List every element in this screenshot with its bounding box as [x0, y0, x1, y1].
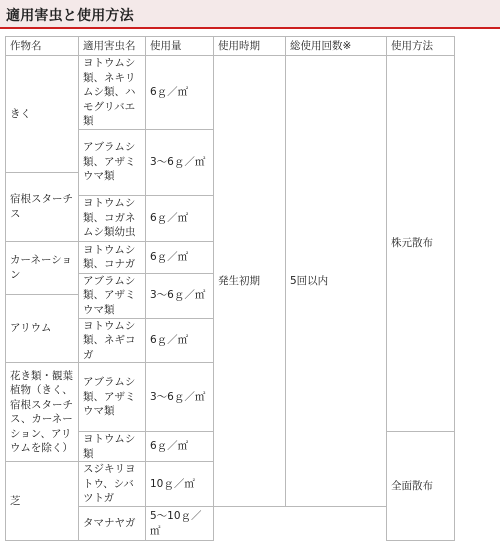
header-method: 使用方法 — [387, 37, 455, 56]
amount-cell: 6ｇ／㎡ — [146, 432, 214, 462]
amount-cell: 3～6ｇ／㎡ — [146, 273, 214, 318]
crop-cell: 花き類・観葉植物（きく、宿根スターチス、カーネーション、アリウムを除く） — [6, 363, 79, 462]
header-amount: 使用量 — [146, 37, 214, 56]
crop-cell: きく — [6, 56, 79, 173]
pest-cell: アブラムシ類、アザミウマ類 — [79, 363, 146, 432]
amount-cell: 6ｇ／㎡ — [146, 318, 214, 363]
crop-cell: 宿根スターチス — [6, 172, 79, 241]
crop-cell: カーネーション — [6, 241, 79, 294]
pest-cell: スジキリヨトウ、シバツトガ — [79, 462, 146, 507]
amount-cell: 5～10ｇ／㎡ — [146, 507, 214, 541]
application-table — [5, 36, 455, 541]
pest-cell: ヨトウムシ類、ネキリムシ類、ハモグリバエ類 — [79, 56, 146, 130]
pest-cell: ヨトウムシ類 — [79, 432, 146, 462]
header-pest: 適用害虫名 — [79, 37, 146, 56]
pest-cell: アブラムシ類、アザミウマ類 — [79, 129, 146, 195]
amount-cell: 6ｇ／㎡ — [146, 195, 214, 241]
pest-cell: ヨトウムシ類、コガネムシ類幼虫 — [79, 195, 146, 241]
pest-cell: アブラムシ類、アザミウマ類 — [79, 273, 146, 318]
pest-cell: タマナヤガ — [79, 507, 146, 541]
header-timing: 使用時期 — [214, 37, 286, 56]
amount-cell: 3～6ｇ／㎡ — [146, 363, 214, 432]
amount-cell: 6ｇ／㎡ — [146, 56, 214, 130]
amount-cell: 3～6ｇ／㎡ — [146, 129, 214, 195]
timing-cell: 発生初期 — [214, 56, 286, 507]
method-cell: 全面散布 — [387, 432, 455, 541]
table-row — [6, 56, 455, 130]
crop-cell: 芝 — [6, 462, 79, 541]
amount-cell: 10ｇ／㎡ — [146, 462, 214, 507]
amount-cell: 6ｇ／㎡ — [146, 241, 214, 273]
section-header — [0, 0, 500, 29]
pest-cell: ヨトウムシ類、コナガ — [79, 241, 146, 273]
times-cell: 5回以内 — [286, 56, 387, 507]
header-times: 総使用回数※ — [286, 37, 387, 56]
pest-cell: ヨトウムシ類、ネギコガ — [79, 318, 146, 363]
table-header-row — [6, 37, 455, 56]
method-cell: 株元散布 — [387, 56, 455, 432]
crop-cell: アリウム — [6, 294, 79, 363]
section-title: 適用害虫と使用方法 — [6, 8, 134, 24]
header-crop: 作物名 — [6, 37, 79, 56]
